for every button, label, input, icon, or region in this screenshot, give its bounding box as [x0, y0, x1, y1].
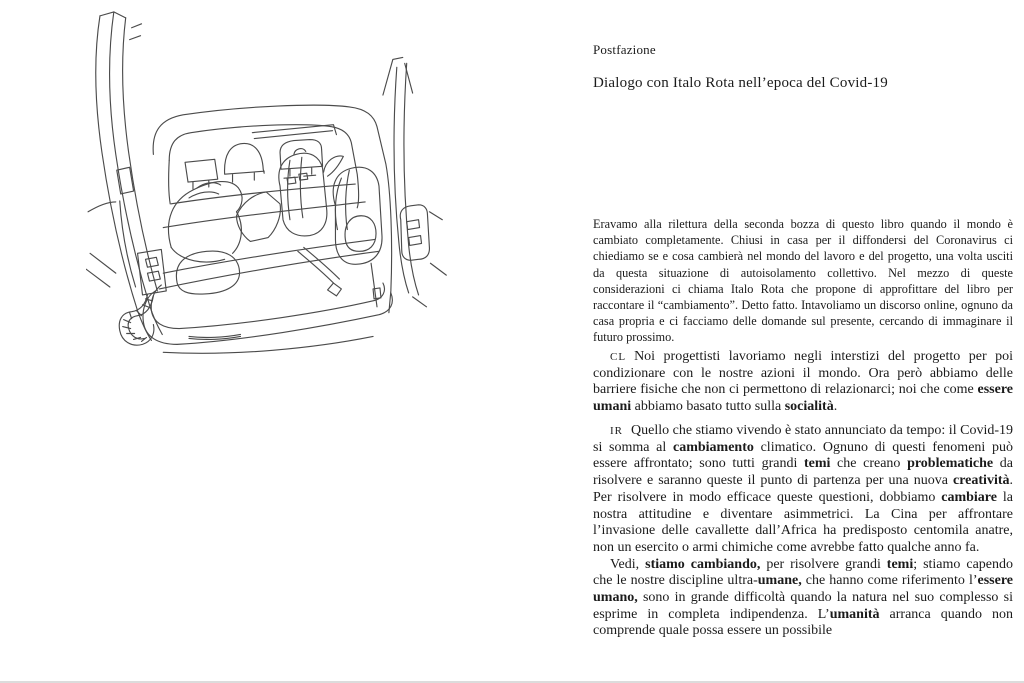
speaker-label-ir: IR [610, 425, 623, 437]
dialogue-paragraph [593, 557, 1013, 641]
dialogue-cl [593, 349, 1013, 416]
chapter-title: Dialogo con Italo Rota nell’epoca del Covid-19 [593, 75, 888, 91]
intro-paragraph: Eravamo alla rilettura della seconda bozza di questo libro quando il mondo è cambiato completamente. Chiusi in casa per il diffondersi del Coronavirus ci chiediamo se e cosa cambierà nel mondo del lavoro e del progetto, una volta usciti da questa situazione di autoisolamento collettivo. Nel mezzo di queste considerazioni ci chiama Italo Rota che propone di approfittare del libro per raccontare il “cambiamento”. Detto fatto. Intavoliamo un discorso online, ognuno da casa propria e ci facciamo delle domande sul presente, cercando di immaginare il futuro prossimo. [593, 217, 1013, 345]
dialogue-text: Quello che stiamo vivendo è stato annunciato da tempo: il Covid-19 si somma al cambiamento climatico. Ognuno di questi fenomeni può essere affrontato; sono tutti grandi temi che creano problematiche da risolvere e saranno queste il punto di partenza per una nuova creatività. Per risolvere in modo efficace queste questioni, dobbiamo cambiare la nostra attitudine e diventare asimmetrici. La Cina per affrontare l’invasione delle cavallette dall’Africa ha predisposto centomila anatre, non un esercito o armi chimiche come avrebbe fatto qualche anno fa. [593, 423, 1013, 555]
right-page [593, 0, 1013, 683]
dialogue-paragraph [593, 423, 1013, 557]
dialogue-paragraph [593, 349, 1013, 416]
van-trunk-sketch-icon [86, 4, 482, 380]
dialogue-text: Noi progettisti lavoriamo negli interstizi del progetto per poi condizionare con le nostre azioni il mondo. Ora però abbiamo delle barriere fisiche che non ci permettono di relazionarci; noi che come essere umani abbiamo basato tutto sulla socialità. [593, 349, 1013, 415]
dialogue-text: Vedi, stiamo cambiando, per risolvere grandi temi; stiamo capendo che le nostre discipline ultra-umane, che hanno come riferimento l’essere umano, sono in grande difficoltà quando la natura nel suo complesso si esprime in completa indipendenza. L’umanità arranca quando non comprende quale possa essere un possibile [593, 556, 1013, 639]
section-kicker: Postfazione [593, 42, 656, 57]
dialogue-ir [593, 423, 1013, 640]
trunk-illustration [86, 4, 482, 380]
speaker-label-cl: CL [610, 351, 627, 363]
